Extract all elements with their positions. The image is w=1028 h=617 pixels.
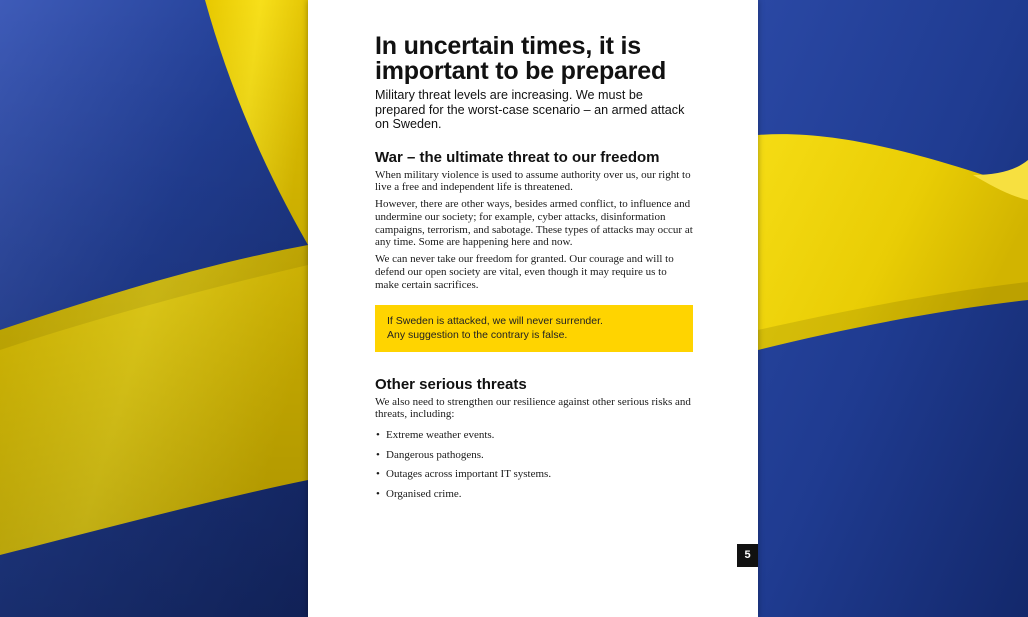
list-item-text: Extreme weather events. <box>386 429 495 442</box>
body-paragraph: However, there are other ways, besides armed conflict, to influence and undermine our society; for example, cyber attacks, disinformation campaigns, terrorism, and sabotage. These types of attacks may occur at any time. Some are happening here and now. <box>375 198 693 249</box>
list-item-text: Organised crime. <box>386 487 462 500</box>
page-content <box>375 34 693 507</box>
bullet-icon: • <box>376 429 380 442</box>
list-item <box>375 449 693 462</box>
callout-line: If Sweden is attacked, we will never surrender. <box>387 314 603 327</box>
section-heading-other-threats: Other serious threats <box>375 375 527 393</box>
list-item <box>375 488 693 501</box>
page-number: 5 <box>737 544 758 567</box>
bullet-icon: • <box>376 487 380 500</box>
callout-box <box>375 305 693 352</box>
callout-line: Any suggestion to the contrary is false. <box>387 328 568 341</box>
body-paragraph: When military violence is used to assume authority over us, our right to live a free and independent life is threatened. <box>375 168 691 194</box>
threats-intro: We also need to strengthen our resilience against other serious risks and threats, including: <box>375 395 691 421</box>
bullet-icon: • <box>376 448 380 461</box>
threats-list <box>375 429 693 501</box>
body-paragraph: We can never take our freedom for granted. Our courage and will to defend our open society are vital, even though it may require us to make certain sacrifices. <box>375 253 674 291</box>
list-item-text: Outages across important IT systems. <box>386 468 552 481</box>
bullet-icon: • <box>376 468 380 481</box>
list-item <box>375 468 693 481</box>
document-page <box>308 0 758 617</box>
list-item <box>375 429 693 442</box>
flag-background-right <box>758 0 1028 617</box>
lead-paragraph: Military threat levels are increasing. We must be prepared for the worst-case scenario – an armed attack on Sweden. <box>375 88 685 131</box>
page-title: In uncertain times, it is important to be prepared <box>375 32 667 85</box>
list-item-text: Dangerous pathogens. <box>386 448 484 461</box>
flag-background-left <box>0 0 308 617</box>
section-heading-war: War – the ultimate threat to our freedom <box>375 148 660 166</box>
